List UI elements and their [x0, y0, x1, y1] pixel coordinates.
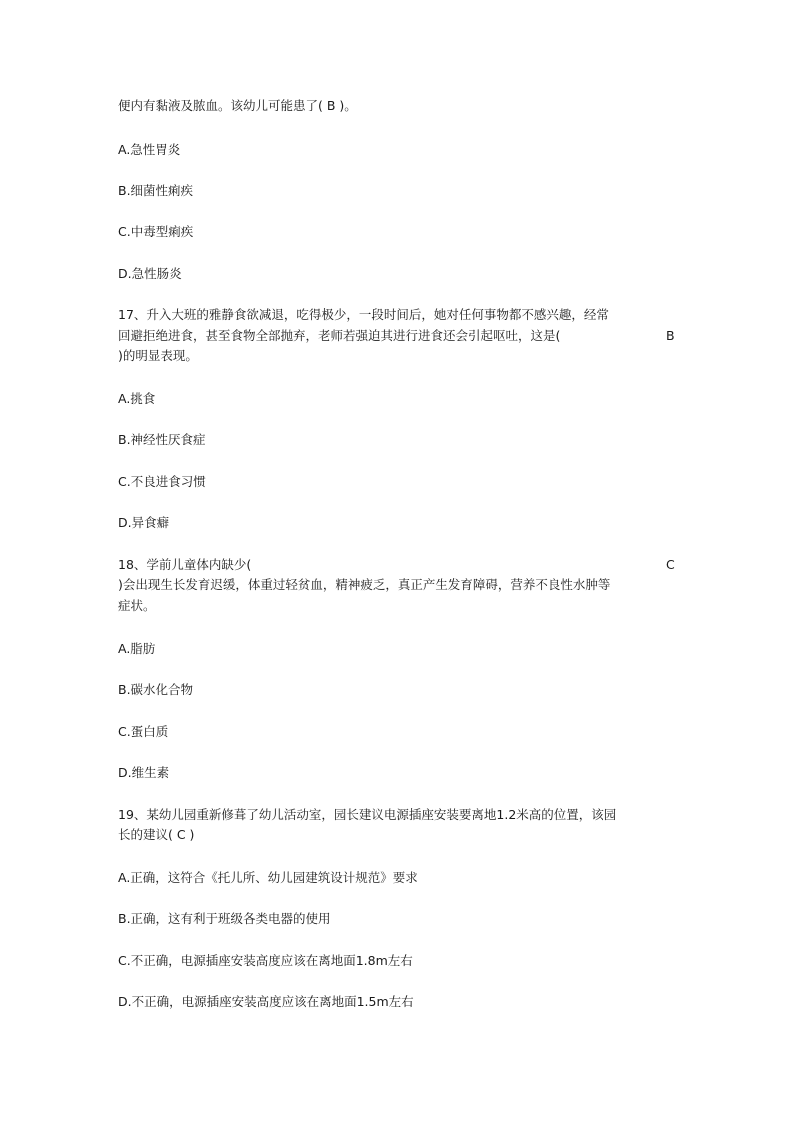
- q18-answer: C: [666, 557, 675, 572]
- q17-stem-line3: )的明显表现。: [118, 348, 198, 363]
- q18-stem-line1: 18、学前儿童体内缺少(: [118, 557, 252, 572]
- q19-option-b: B.正确，这有利于班级各类电器的使用: [118, 911, 331, 926]
- q18-option-a: A.脂肪: [118, 641, 156, 656]
- q18-stem-line2: )会出现生长发育迟缓，体重过轻贫血，精神疲乏，真正产生发育障碍，营养不良性水肿等: [118, 577, 611, 592]
- q17-answer: B: [666, 328, 675, 343]
- q19-option-d: D.不正确，电源插座安装高度应该在离地面1.5m左右: [118, 994, 414, 1009]
- q19-option-c: C.不正确，电源插座安装高度应该在离地面1.8m左右: [118, 953, 413, 968]
- q16-option-b: B.细菌性痢疾: [118, 183, 194, 198]
- q17-stem-line1: 17、升入大班的雅静食欲减退，吃得极少，一段时间后，她对任何事物都不感兴趣，经常: [118, 307, 609, 322]
- q16-option-d: D.急性肠炎: [118, 266, 182, 281]
- q19-stem-line2: 长的建议( C ): [118, 827, 195, 842]
- q18-option-b: B.碳水化合物: [118, 682, 194, 697]
- q16-stem-tail: 便内有黏液及脓血。该幼儿可能患了( B )。: [118, 98, 357, 113]
- q19-stem-line1: 19、某幼儿园重新修葺了幼儿活动室，园长建议电源插座安装要离地1.2米高的位置，该园: [118, 807, 617, 822]
- q17-stem-line2: 回避拒绝进食，甚至食物全部抛弃，老师若强迫其进行进食还会引起呕吐，这是(: [118, 328, 561, 343]
- q16-option-c: C.中毒型痢疾: [118, 224, 194, 239]
- q18-option-c: C.蛋白质: [118, 724, 169, 739]
- q17-option-b: B.神经性厌食症: [118, 432, 206, 447]
- q18-option-d: D.维生素: [118, 765, 170, 780]
- q17-option-a: A.挑食: [118, 391, 156, 406]
- q19-option-a: A.正确，这符合《托儿所、幼儿园建筑设计规范》要求: [118, 870, 418, 885]
- q17-option-c: C.不良进食习惯: [118, 474, 206, 489]
- q18-stem-line3: 症状。: [118, 598, 156, 613]
- q16-option-a: A.急性胃炎: [118, 142, 181, 157]
- q17-option-d: D.异食癖: [118, 515, 170, 530]
